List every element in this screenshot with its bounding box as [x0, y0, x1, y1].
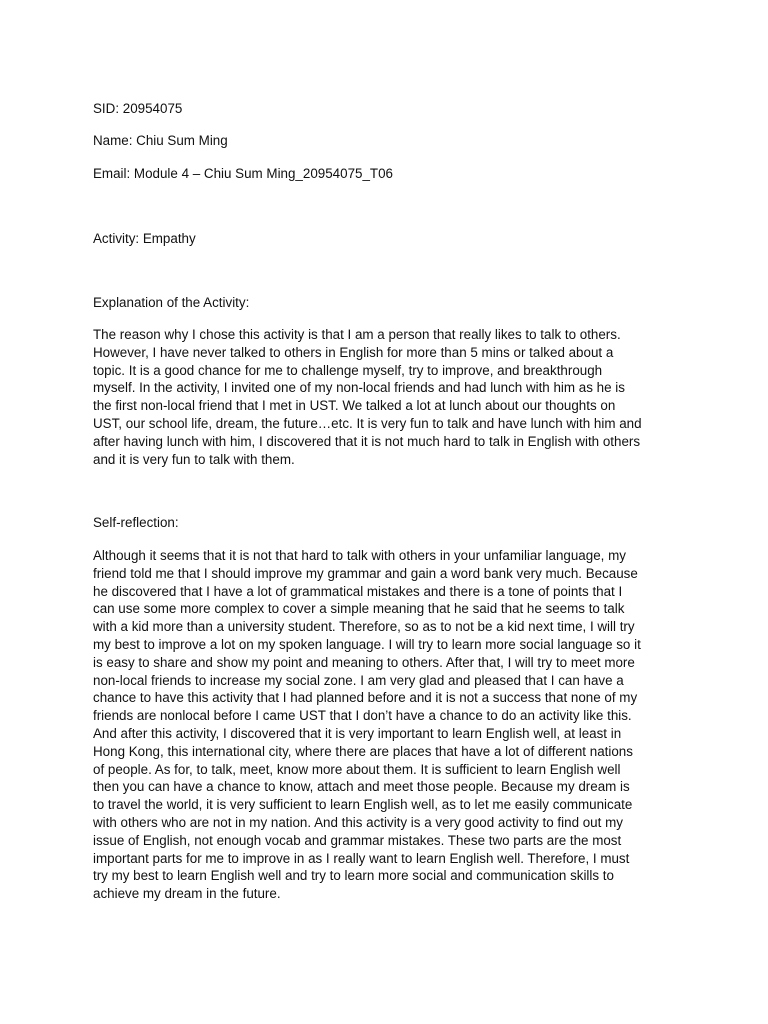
paragraph-line: friends are nonlocal before I came UST that I don’t have a chance to do an activity like this. [93, 708, 632, 724]
reflection-heading: Self-reflection: [93, 515, 179, 530]
paragraph-line: can use some more complex to cover a simple meaning that he said that he seems to talk [93, 601, 625, 617]
paragraph-line: And after this activity, I discovered that it is very important to learn English well, at least in [93, 725, 622, 741]
paragraph-line: try my best to learn English well and try to learn more social and communication skills to [93, 868, 614, 884]
activity-title: Activity: Empathy [93, 231, 196, 246]
paragraph-line: my best to improve a lot on my spoken language. I will try to learn more social language so it [93, 636, 641, 652]
paragraph-line: then you can have a chance to know, attach and meet those people. Because my dream is [93, 779, 630, 795]
paragraph-line: UST, our school life, dream, the future…etc. It is very fun to talk and have lunch with him and [93, 415, 642, 431]
explanation-heading: Explanation of the Activity: [93, 295, 250, 310]
explanation-paragraph [93, 326, 683, 468]
paragraph-line: topic. It is a good chance for me to challenge myself, try to improve, and breakthrough [93, 362, 603, 378]
paragraph-line: friend told me that I should improve my grammar and gain a word bank very much. Because [93, 565, 638, 581]
paragraph-line: with others who are not in my nation. And this activity is a very good activity to find out my [93, 814, 623, 830]
paragraph-line: The reason why I chose this activity is that I am a person that really likes to talk to others. [93, 327, 621, 342]
paragraph-line: the first non-local friend that I met in UST. We talked a lot at lunch about our thoughts on [93, 398, 616, 414]
email-line: Email: Module 4 – Chiu Sum Ming_20954075_T06 [93, 166, 393, 181]
reflection-paragraph [93, 547, 683, 903]
paragraph-line: However, I have never talked to others in English for more than 5 mins or talked about a [93, 344, 614, 360]
student-name: Name: Chiu Sum Ming [93, 133, 228, 148]
paragraph-line: after having lunch with him, I discovered that it is not much hard to talk in English with others [93, 433, 641, 449]
paragraph-line: with a kid more than a university student. Therefore, so as to not be a kid next time, I will try [93, 619, 635, 635]
paragraph-line: to travel the world, it is very sufficient to learn English well, as to let me easily communicate [93, 797, 633, 813]
paragraph-line: Hong Kong, this international city, where there are places that have a lot of different nations [93, 743, 633, 759]
paragraph-line: non-local friends to increase my social zone. I am very glad and pleased that I can have a [93, 672, 624, 688]
paragraph-line: and it is very fun to talk with them. [93, 451, 295, 467]
student-id: SID: 20954075 [93, 101, 183, 116]
paragraph-line: myself. In the activity, I invited one of my non-local friends and had lunch with him as he is [93, 380, 625, 396]
paragraph-line: he discovered that I have a lot of grammatical mistakes and there is a tone of points that I [93, 583, 623, 599]
paragraph-line: chance to have this activity that I had planned before and it is not a success that none of my [93, 690, 638, 706]
paragraph-line: issue of English, not enough vocab and grammar mistakes. These two parts are the most [93, 832, 622, 848]
paragraph-line: of people. As for, to talk, meet, know more about them. It is sufficient to learn English well [93, 761, 621, 777]
paragraph-line: important parts for me to improve in as I really want to learn English well. Therefore, I must [93, 850, 630, 866]
paragraph-line: Although it seems that it is not that hard to talk with others in your unfamiliar language, my [93, 548, 626, 563]
paragraph-line: is easy to share and show my point and meaning to others. After that, I will try to meet more [93, 654, 635, 670]
paragraph-line: achieve my dream in the future. [93, 886, 281, 902]
